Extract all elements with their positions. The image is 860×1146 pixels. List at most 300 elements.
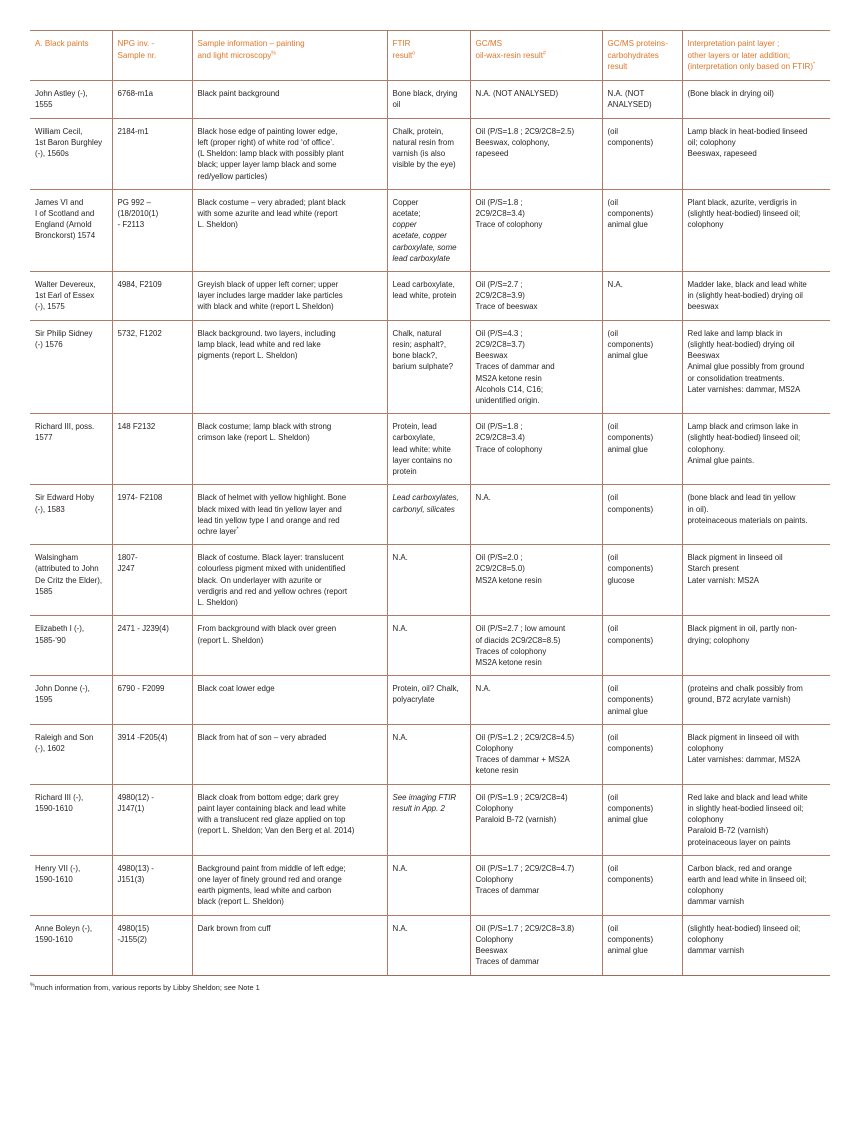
cell-gcms-proteins-carbohydrates xyxy=(602,545,682,616)
cell-gcms-oil-wax-resin xyxy=(470,118,602,189)
cell-line: 1974- F2108 xyxy=(117,493,163,503)
cell-line: Colophony xyxy=(475,744,514,754)
cell-sample-nr xyxy=(112,855,192,915)
cell-line: layer includes large madder lake particles xyxy=(197,291,343,301)
cell-line: Alcohols C14, C16; xyxy=(475,384,544,394)
cell-line: lead carboxylate xyxy=(392,253,450,263)
cell-line: earth pigments, lead white and carbon xyxy=(197,886,332,896)
cell-line: animal glue xyxy=(607,706,648,716)
cell-line: J147(1) xyxy=(117,803,145,813)
cell-line: (L Sheldon: lamp black with possibly plant xyxy=(197,149,344,159)
cell-line: 4984, F2109 xyxy=(117,280,162,290)
cell-line: Oil (P/S=1.7 ; 2C9/2C8=3.8) xyxy=(475,923,575,933)
cell-line: Red lake and lamp black in xyxy=(687,328,783,338)
cell-line: rapeseed xyxy=(475,149,509,159)
cell-line: Black pigment in linseed oil with xyxy=(687,732,799,742)
cell-line: Oil (P/S=2.7 ; low amount xyxy=(475,624,566,634)
cell-sample-nr xyxy=(112,676,192,725)
cell-line: PG 992 – xyxy=(117,197,151,207)
cell-line: 1595 xyxy=(35,695,53,705)
cell-line: black (report L. Sheldon) xyxy=(197,897,284,907)
cell-line: bone black?, xyxy=(392,351,438,361)
cell-ftir-result xyxy=(387,545,470,616)
cell-line: 2C9/2C8=3.7) xyxy=(475,339,525,349)
cell-gcms-proteins-carbohydrates xyxy=(602,724,682,784)
cell-line: colourless pigment mixed with unidentified xyxy=(197,564,346,574)
cell-gcms-oil-wax-resin xyxy=(470,616,602,676)
cell-line: crimson lake (report L. Sheldon) xyxy=(197,433,310,443)
cell-painting xyxy=(30,414,112,485)
cell-line: Bronckorst) 1574 xyxy=(35,231,96,241)
cell-line: visible by the eye) xyxy=(392,160,456,170)
table-row xyxy=(30,784,830,855)
cell-line: Chalk, natural xyxy=(392,328,442,338)
cell-painting xyxy=(30,545,112,616)
cell-line: Elizabeth I (-), xyxy=(35,624,85,634)
cell-line: 1st Earl of Essex xyxy=(35,291,95,301)
cell-line: Bone black, drying xyxy=(392,89,458,99)
cell-line: (attributed to John xyxy=(35,564,99,574)
cell-sample-nr xyxy=(112,320,192,414)
cell-line: beeswax xyxy=(687,302,719,312)
cell-line: Traces of dammar + MS2A xyxy=(475,755,570,765)
header-line: Sample nr. xyxy=(117,50,157,60)
cell-sample-information xyxy=(192,485,387,545)
cell-line: Walter Devereux, xyxy=(35,280,96,290)
cell-line: Protein, oil? Chalk, xyxy=(392,684,459,694)
cell-line: 4980(15) xyxy=(117,923,150,933)
cell-line: 1585-’90 xyxy=(35,635,66,645)
cell-line: components) xyxy=(607,635,654,645)
cell-line: Traces of dammar xyxy=(475,886,540,896)
cell-line: 4980(12) - xyxy=(117,792,154,802)
cell-gcms-oil-wax-resin xyxy=(470,545,602,616)
cell-gcms-oil-wax-resin xyxy=(470,485,602,545)
cell-gcms-proteins-carbohydrates xyxy=(602,81,682,118)
cell-interpretation xyxy=(682,81,830,118)
cell-line: Later varnishes: dammar, MS2A xyxy=(687,755,801,765)
cell-line: Sir Edward Hoby xyxy=(35,493,95,503)
cell-line: oil xyxy=(392,100,401,110)
cell-line: result in App. 2 xyxy=(392,803,445,813)
header-footnote-mark: * xyxy=(813,61,816,68)
header-line: GC/MS xyxy=(475,39,503,48)
cell-line: Chalk, protein, xyxy=(392,126,444,136)
cell-line: Henry VII (-), xyxy=(35,863,81,873)
cell-line: Colophony xyxy=(475,875,514,885)
column-header-painting xyxy=(30,31,112,81)
cell-line: N.A. xyxy=(392,624,408,634)
cell-line: Paraloid B-72 (varnish) xyxy=(475,815,557,825)
cell-line: -J155(2) xyxy=(117,934,147,944)
cell-sample-nr xyxy=(112,189,192,271)
cell-interpretation xyxy=(682,724,830,784)
cell-line: components) xyxy=(607,564,654,574)
cell-sample-information xyxy=(192,320,387,414)
header-line: FTIR xyxy=(392,39,411,48)
cell-line: components) xyxy=(607,433,654,443)
cell-line: N.A. xyxy=(392,863,408,873)
cell-sample-information xyxy=(192,189,387,271)
cell-interpretation xyxy=(682,616,830,676)
cell-line: components) xyxy=(607,137,654,147)
cell-painting xyxy=(30,320,112,414)
cell-line: of diacids 2C9/2C8=8.5) xyxy=(475,635,561,645)
cell-interpretation xyxy=(682,189,830,271)
cell-line: Beeswax, colophony, xyxy=(475,137,550,147)
header-line: carbohydrates xyxy=(607,50,659,60)
cell-gcms-oil-wax-resin xyxy=(470,272,602,321)
column-header-gcms-oil-wax-resin xyxy=(470,31,602,81)
header-line: result xyxy=(607,62,628,72)
cell-line: Black hose edge of painting lower edge, xyxy=(197,126,338,136)
cell-gcms-proteins-carbohydrates xyxy=(602,485,682,545)
cell-gcms-oil-wax-resin xyxy=(470,676,602,725)
cell-line: (oil xyxy=(607,126,619,136)
cell-line: left (proper right) of white rod ‘of office’. xyxy=(197,137,335,147)
cell-line: ground, B72 acrylate varnish) xyxy=(687,695,791,705)
cell-line: MS2A ketone resin xyxy=(475,373,542,383)
cell-line: Lead carboxylates, xyxy=(392,493,459,503)
cell-line: Carbon black, red and orange xyxy=(687,863,792,873)
cell-line: (oil xyxy=(607,197,619,207)
cell-painting xyxy=(30,915,112,975)
cell-line: Later varnish: MS2A xyxy=(687,575,759,585)
cell-line: Walsingham xyxy=(35,553,79,563)
cell-line: (oil xyxy=(607,732,619,742)
cell-line: (-) 1576 xyxy=(35,339,63,349)
column-header-gcms-proteins-carbohydrates xyxy=(602,31,682,81)
cell-line: verdigris and red and yellow ochres (report xyxy=(197,586,348,596)
cell-line: Beeswax xyxy=(475,946,508,956)
cell-ftir-result xyxy=(387,676,470,725)
cell-line: Oil (P/S=4.3 ; xyxy=(475,328,523,338)
cell-line: (slightly heat-bodied) linseed oil; xyxy=(687,208,801,218)
cell-sample-nr xyxy=(112,545,192,616)
cell-line: 1st Baron Burghley xyxy=(35,137,103,147)
cell-line: Lamp black in heat-bodied linseed xyxy=(687,126,808,136)
cell-ftir-result xyxy=(387,855,470,915)
cell-line: carbonyl, silicates xyxy=(392,504,455,514)
cell-line: black. On underlayer with azurite or xyxy=(197,575,322,585)
cell-sample-information xyxy=(192,272,387,321)
cell-ftir-result xyxy=(387,272,470,321)
cell-line: black; upper layer lamp black and some xyxy=(197,160,337,170)
cell-gcms-proteins-carbohydrates xyxy=(602,189,682,271)
cell-gcms-oil-wax-resin xyxy=(470,724,602,784)
cell-line: carboxylate, some xyxy=(392,242,457,252)
cell-interpretation xyxy=(682,676,830,725)
cell-interpretation xyxy=(682,485,830,545)
header-line: (interpretation only based on FTIR)* xyxy=(687,61,816,72)
cell-line: Later varnishes: dammar, MS2A xyxy=(687,384,801,394)
cell-line: (oil xyxy=(607,923,619,933)
cell-gcms-proteins-carbohydrates xyxy=(602,616,682,676)
column-header-interpretation xyxy=(682,31,830,81)
cell-gcms-proteins-carbohydrates xyxy=(602,915,682,975)
cell-sample-nr xyxy=(112,272,192,321)
cell-sample-information xyxy=(192,676,387,725)
cell-line: dammar varnish xyxy=(687,946,745,956)
cell-gcms-oil-wax-resin xyxy=(470,915,602,975)
cell-line: (Bone black in drying oil) xyxy=(687,89,774,99)
cell-line: 2184-m1 xyxy=(117,126,149,136)
cell-line: Oil (P/S=1.9 ; 2C9/2C8=4) xyxy=(475,792,568,802)
cell-line: (slightly heat-bodied) linseed oil; xyxy=(687,433,801,443)
header-footnote-mark: # xyxy=(542,50,546,57)
cell-line: in oil). xyxy=(687,504,709,514)
cell-line: (report L. Sheldon) xyxy=(197,635,264,645)
cell-painting xyxy=(30,485,112,545)
cell-line: lead white: white xyxy=(392,444,451,454)
cell-line: Beeswax xyxy=(687,351,720,361)
cell-painting xyxy=(30,189,112,271)
cell-line: N.A. xyxy=(475,493,491,503)
cell-line: 1577 xyxy=(35,433,53,443)
cell-line: polyacrylate xyxy=(392,695,435,705)
cell-interpretation xyxy=(682,545,830,616)
cell-line: protein xyxy=(392,467,417,477)
cell-line: components) xyxy=(607,803,654,813)
table-row xyxy=(30,189,830,271)
cell-painting xyxy=(30,616,112,676)
cell-line: (oil xyxy=(607,328,619,338)
cell-line: colophony xyxy=(687,815,724,825)
cell-line: ketone resin xyxy=(475,766,519,776)
cell-line: 2C9/2C8=3.4) xyxy=(475,208,525,218)
header-line: oil-wax-resin result# xyxy=(475,50,546,60)
cell-line: (18/2010(1) xyxy=(117,208,159,218)
cell-gcms-proteins-carbohydrates xyxy=(602,272,682,321)
cell-line: James VI and xyxy=(35,197,84,207)
cell-gcms-proteins-carbohydrates xyxy=(602,320,682,414)
cell-line: red/yellow particles) xyxy=(197,171,268,181)
cell-line: 1585 xyxy=(35,586,53,596)
cell-sample-nr xyxy=(112,485,192,545)
cell-line: John Astley (-), xyxy=(35,89,88,99)
cell-line: Raleigh and Son xyxy=(35,732,94,742)
cell-line: Black paint background xyxy=(197,89,280,99)
cell-gcms-oil-wax-resin xyxy=(470,320,602,414)
cell-line: N.A. xyxy=(607,280,623,290)
cell-gcms-proteins-carbohydrates xyxy=(602,855,682,915)
cell-line: (-), 1575 xyxy=(35,302,65,312)
header-line: and light microscopy% xyxy=(197,50,276,60)
cell-line: acetate; xyxy=(392,208,421,218)
cell-line: ANALYSED) xyxy=(607,100,652,110)
cell-line: See imaging FTIR xyxy=(392,792,457,802)
cell-line: proteinaceous layer on paints xyxy=(687,837,791,847)
cell-line: 1555 xyxy=(35,100,53,110)
cell-sample-information xyxy=(192,724,387,784)
cell-sample-information xyxy=(192,81,387,118)
cell-line: Oil (P/S=2.0 ; xyxy=(475,553,523,563)
cell-line: lead tin yellow type I and orange and red xyxy=(197,515,340,525)
cell-line: Traces of colophony xyxy=(475,646,547,656)
table-row xyxy=(30,724,830,784)
cell-line: 6768-m1a xyxy=(117,89,154,99)
cell-painting xyxy=(30,81,112,118)
cell-line: (proteins and chalk possibly from xyxy=(687,684,803,694)
cell-interpretation xyxy=(682,118,830,189)
cell-line: (bone black and lead tin yellow xyxy=(687,493,796,503)
cell-line: Richard III, poss. xyxy=(35,422,95,432)
header-line: Interpretation paint layer ; xyxy=(687,39,780,48)
cell-line: animal glue xyxy=(607,946,648,956)
cell-line: resin; asphalt?, xyxy=(392,339,447,349)
cell-line: components) xyxy=(607,695,654,705)
cell-line: 1590-1610 xyxy=(35,934,73,944)
cell-line: Black pigment in linseed oil xyxy=(687,553,783,563)
cell-line: Oil (P/S=1.7 ; 2C9/2C8=4.7) xyxy=(475,863,575,873)
table-body xyxy=(30,81,830,975)
cell-line: with some azurite and lead white (report xyxy=(197,208,338,218)
cell-ftir-result xyxy=(387,414,470,485)
cell-line: (slightly heat-bodied) linseed oil; xyxy=(687,923,801,933)
cell-gcms-proteins-carbohydrates xyxy=(602,414,682,485)
cell-line: varnish (is also xyxy=(392,149,446,159)
cell-painting xyxy=(30,724,112,784)
cell-line: lamp black, lead white and red lake xyxy=(197,339,321,349)
cell-line: N.A. (NOT ANALYSED) xyxy=(475,89,559,99)
footnote-mark: % xyxy=(30,982,35,989)
cell-gcms-oil-wax-resin xyxy=(470,414,602,485)
cell-line: 1590-1610 xyxy=(35,803,73,813)
cell-sample-information xyxy=(192,414,387,485)
cell-line: components) xyxy=(607,208,654,218)
cell-line: England (Arnold xyxy=(35,220,92,230)
cell-line: 1590-1610 xyxy=(35,875,73,885)
cell-interpretation xyxy=(682,272,830,321)
cell-line: N.A. xyxy=(392,923,408,933)
header-line: A. Black paints xyxy=(35,39,89,48)
cell-line: Black of costume. Black layer: translucent xyxy=(197,553,344,563)
cell-line: (oil xyxy=(607,863,619,873)
cell-line: Beeswax xyxy=(475,351,508,361)
cell-line: Starch present xyxy=(687,564,739,574)
cell-sample-nr xyxy=(112,414,192,485)
cell-ftir-result xyxy=(387,724,470,784)
cell-line: 2471 - J239(4) xyxy=(117,624,169,634)
cell-line: layer contains no xyxy=(392,455,453,465)
cell-line: Dark brown from cuff xyxy=(197,923,271,933)
cell-line: Traces of dammar and xyxy=(475,362,555,372)
table-row xyxy=(30,915,830,975)
table-row xyxy=(30,485,830,545)
cell-line: From background with black over green xyxy=(197,624,337,634)
cell-line: oil; colophony xyxy=(687,137,736,147)
cell-line: Oil (P/S=1.8 ; 2C9/2C8=2.5) xyxy=(475,126,575,136)
cell-line: black mixed with lead tin yellow layer and xyxy=(197,504,342,514)
cell-line: (oil xyxy=(607,684,619,694)
cell-line: J247 xyxy=(117,564,135,574)
cell-line: De Critz the Elder), xyxy=(35,575,103,585)
cell-line: (slightly heat-bodied) drying oil xyxy=(687,339,795,349)
table-row xyxy=(30,272,830,321)
table-row xyxy=(30,855,830,915)
cell-line: Trace of beeswax xyxy=(475,302,538,312)
cell-line: proteinaceous materials on paints. xyxy=(687,515,808,525)
cell-line: 5732, F1202 xyxy=(117,328,162,338)
cell-ftir-result xyxy=(387,320,470,414)
cell-line: N.A. xyxy=(392,732,408,742)
cell-line: Black coat lower edge xyxy=(197,684,275,694)
header-line: Sample information – painting xyxy=(197,39,305,48)
cell-line: unidentified origin. xyxy=(475,396,540,406)
cell-line: Oil (P/S=2.7 ; xyxy=(475,280,523,290)
cell-line: 3914 -F205(4) xyxy=(117,732,168,742)
cell-sample-information xyxy=(192,545,387,616)
table-row xyxy=(30,545,830,616)
cell-footnote-mark: * xyxy=(236,526,239,533)
cell-line: Colophony xyxy=(475,803,514,813)
cell-line: pigments (report L. Sheldon) xyxy=(197,351,298,361)
cell-sample-information xyxy=(192,915,387,975)
cell-line: (-), 1602 xyxy=(35,744,65,754)
cell-line: with a translucent red glaze applied on top xyxy=(197,815,346,825)
cell-interpretation xyxy=(682,414,830,485)
cell-line: Protein, lead xyxy=(392,422,437,432)
cell-line: Black costume; lamp black with strong xyxy=(197,422,332,432)
header-row xyxy=(30,31,830,81)
table-row xyxy=(30,320,830,414)
cell-gcms-proteins-carbohydrates xyxy=(602,676,682,725)
cell-line: 6790 - F2099 xyxy=(117,684,165,694)
cell-sample-nr xyxy=(112,915,192,975)
cell-line: Black of helmet with yellow highlight. Bone xyxy=(197,493,347,503)
cell-line: Richard III (-), xyxy=(35,792,84,802)
cell-line: ochre layer* xyxy=(197,526,239,536)
cell-line: colophony xyxy=(687,744,724,754)
cell-line: colophony. xyxy=(687,444,726,454)
cell-line: Animal glue paints. xyxy=(687,455,755,465)
cell-gcms-oil-wax-resin xyxy=(470,784,602,855)
cell-line: components) xyxy=(607,504,654,514)
cell-ftir-result xyxy=(387,485,470,545)
table-row xyxy=(30,676,830,725)
cell-line: Red lake and black and lead white xyxy=(687,792,808,802)
cell-gcms-proteins-carbohydrates xyxy=(602,784,682,855)
cell-sample-nr xyxy=(112,616,192,676)
cell-line: carboxylate, xyxy=(392,433,436,443)
cell-line: Copper xyxy=(392,197,419,207)
cell-line: components) xyxy=(607,934,654,944)
cell-line: (-), 1583 xyxy=(35,504,65,514)
cell-sample-information xyxy=(192,855,387,915)
cell-sample-nr xyxy=(112,724,192,784)
cell-line: Oil (P/S=1.2 ; 2C9/2C8=4.5) xyxy=(475,732,575,742)
cell-line: colophony xyxy=(687,886,724,896)
cell-line: (oil xyxy=(607,792,619,802)
header-line: GC/MS proteins- xyxy=(607,39,668,48)
cell-line: Black pigment in oil, partly non- xyxy=(687,624,798,634)
cell-line: Trace of colophony xyxy=(475,220,543,230)
cell-line: components) xyxy=(607,339,654,349)
cell-line: animal glue xyxy=(607,444,648,454)
cell-ftir-result xyxy=(387,616,470,676)
cell-line: in slightly heat-bodied linseed oil; xyxy=(687,803,804,813)
cell-line: (oil xyxy=(607,422,619,432)
header-line: NPG inv. - xyxy=(117,39,155,48)
cell-line: colophony xyxy=(687,934,724,944)
cell-line: 4980(13) - xyxy=(117,863,154,873)
cell-line: John Donne (-), xyxy=(35,684,90,694)
cell-line: dammar varnish xyxy=(687,897,745,907)
cell-line: Background paint from middle of left edge; xyxy=(197,863,346,873)
column-header-sample-nr xyxy=(112,31,192,81)
cell-line: (oil xyxy=(607,624,619,634)
cell-line: colophony xyxy=(687,220,724,230)
